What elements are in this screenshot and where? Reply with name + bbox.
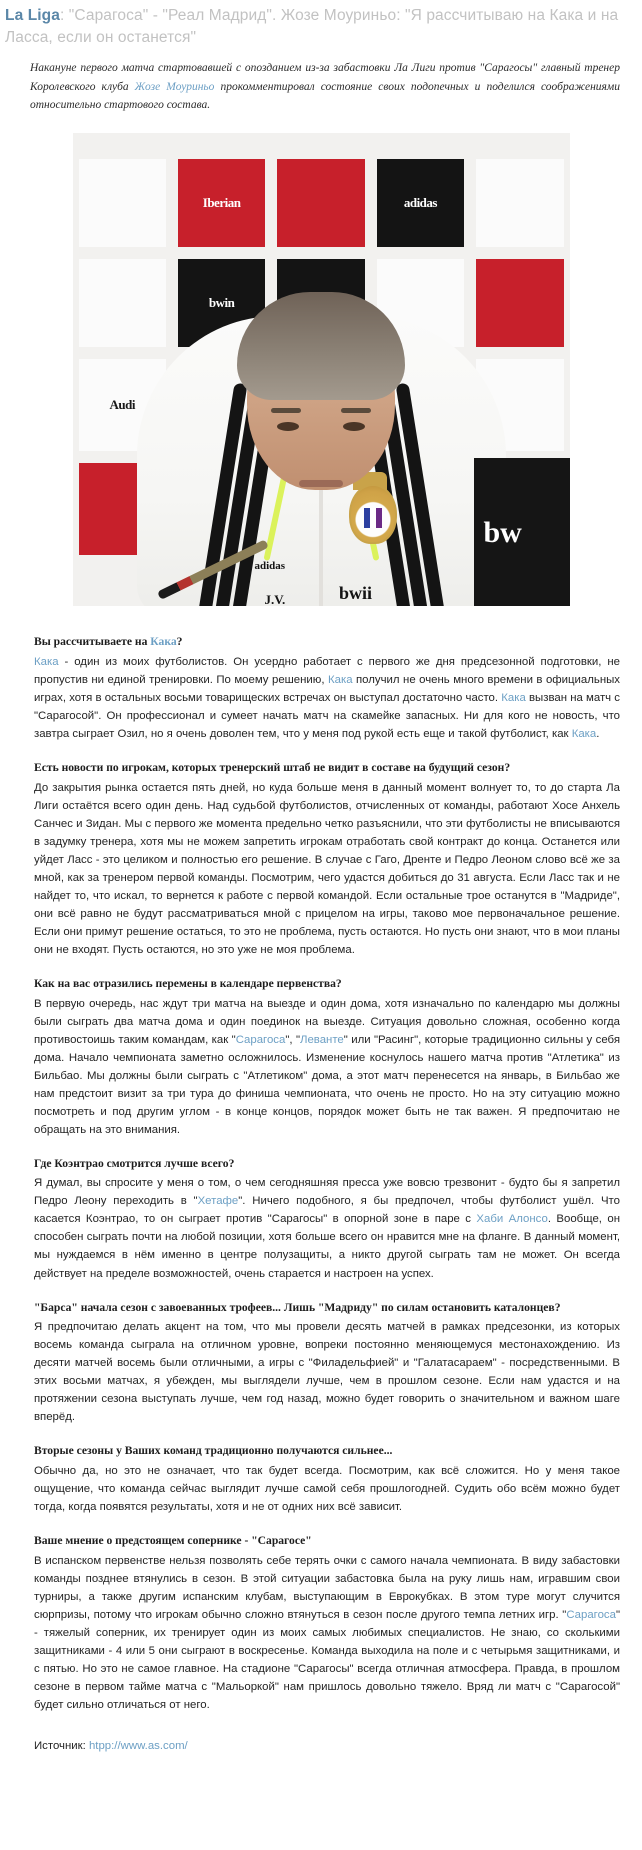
sponsor-logo-label: bwin [208, 294, 235, 310]
qa-question [34, 1156, 620, 1173]
sponsor-panel-right [474, 458, 570, 606]
answer-link[interactable]: Кака [501, 691, 526, 704]
qa-question [34, 634, 620, 651]
answer-text: " - тяжелый соперник, их тренирует один из моих самых любимых специалистов. Не знаю, со сколькими защитниками - 4 или 5 они сыграют в воскресенье. Команда выходила на поле и с четырьмя защитниками, и с пятью. Но это не самое главное. На стадионе "Сарагосы" всегда отличная атмосфера. Правда, в прошлом сезоне в первом тайме матча с "Мальоркой" нам пришлось довольно тяжело. Вряд ли матч с "Сарагосой" будет сильно отличаться от него. [34, 1609, 620, 1712]
qa-question-text-after: ? [176, 634, 183, 648]
qa-block [34, 1533, 620, 1714]
answer-text: В испанском первенстве нельзя позволять себе терять очки с самого начала чемпионата. В виду забастовки команды позднее втянулись в сезон. В этой ситуации забастовка была на руку лишь нам, игравшим свои турниры, а также другим испанским клубам, выступающим в Еврокубках. В этом туре могут случится сюрпризы, потому что игрокам обычно сложно втянуться в сезон после другого темпа летних игр. " [34, 1555, 620, 1622]
qa-block [34, 976, 620, 1139]
qa-question-text: Вы рассчитываете на [34, 634, 151, 648]
answer-text: " или "Расинг", которые традиционно сильны у себя дома. Начало чемпионата заметно осложнилось. Изменение коснулось нашего матча против "Атлетика" из Бильбао. Мы должны были сыграть с "Атлетиком" дома, а этот матч перенесется на январь, в Бильбао же нам предстоит визит за три тура до финиша чемпионата, что очень не просто. Но на эту ситуацию можно посмотреть и под другим углом - в конце концов, порядок может быть не так важен. Я предпочитаю не обращать на это внимания. [34, 1033, 621, 1136]
answer-link[interactable]: Сарагоса [235, 1033, 286, 1046]
qa-question-text: Ваше мнение о предстоящем сопернике - "Сарагосе" [34, 1534, 312, 1548]
answer-link[interactable]: Кака [34, 655, 59, 668]
answer-text: получил не очень много времени в официальных играх, хотя в остальных восьми товарищеских встречах он выступал достаточно часто. [34, 673, 620, 704]
qa-question-text: Есть новости по игрокам, которых тренерский штаб не видит в составе на будущий сезон? [34, 760, 511, 774]
answer-link[interactable]: Сарагоса [566, 1609, 616, 1622]
answer-link[interactable]: Кака [327, 673, 353, 686]
answer-link[interactable]: Кака [571, 727, 597, 740]
jacket-brand-text: adidas [254, 559, 286, 572]
eyebrow [271, 408, 301, 413]
answer-link[interactable]: Хаби Алонсо [476, 1213, 548, 1226]
article-body [34, 634, 620, 1714]
chest-sponsor-text: bwii [339, 582, 373, 603]
league-label: La Liga [5, 7, 60, 24]
qa-question-text: Как на вас отразились перемены в календаре первенства? [34, 976, 342, 990]
article-lead [30, 59, 620, 115]
eye [343, 422, 365, 431]
qa-question [34, 976, 620, 993]
hair [237, 292, 405, 400]
qa-block [34, 1443, 620, 1516]
answer-text: Я думал, вы спросите у меня о том, о чем сегодняшняя пресса уже вовсю трезвонит - будто бы я запретил Педро Леону переходить в " [34, 1177, 620, 1208]
qa-block [34, 634, 620, 743]
qa-question [34, 1300, 620, 1317]
source-label: Источник: [34, 1740, 89, 1753]
answer-text: вызван на матч с "Сарагосой". Он профессионал и сумеет начать матч на скамейке запасных. Ни для кого не новость, что завтра сыграет Озил, но я очень доволен тем, что у меня под рукой есть еще и такой футболист, как [34, 691, 620, 740]
mouth [299, 480, 343, 487]
press-conference-photo [73, 133, 570, 606]
qa-block [34, 760, 620, 959]
qa-question [34, 1533, 620, 1550]
qa-answer [34, 779, 620, 959]
qa-block [34, 1300, 620, 1427]
qa-answer [34, 1462, 620, 1516]
qa-answer [34, 653, 620, 743]
answer-text: - один из моих футболистов. Он усердно работает с первого же дня предсезонной подготовки, не пропустив ни единой тренировки. По моему решению, [34, 655, 620, 686]
page-title [0, 0, 642, 49]
sponsor-logo-label: Audi [109, 396, 135, 412]
real-madrid-crest-icon [349, 484, 397, 544]
source-link[interactable]: htpp://www.as.com/ [88, 1740, 188, 1753]
lead-text-after: прокомментировал состояние своих подопечных и поделился соображениями относительно стартового состава. [30, 80, 620, 112]
sponsor-logo-dark [377, 159, 464, 247]
qa-answer [34, 1318, 620, 1426]
sponsor-logo-label: Iberian [202, 194, 241, 210]
sponsor-logo-white [79, 159, 166, 247]
qa-question [34, 1443, 620, 1460]
qa-question-link[interactable]: Кака [150, 634, 177, 648]
answer-text: . [596, 727, 600, 740]
qa-question-text: Где Коэнтрао смотрится лучше всего? [34, 1156, 235, 1170]
qa-answer [34, 1552, 620, 1714]
lead-link-mourinho[interactable]: Жозе Моуриньо [134, 80, 215, 93]
eyebrow [341, 408, 371, 413]
qa-question [34, 760, 620, 777]
sponsor-logo-red [277, 159, 364, 247]
answer-text: Я предпочитаю делать акцент на том, что мы провели десять матчей в рамках предсезонки, из которых восемь команда сыграла на отличном уровне, вопреки постоянно меняющемуся местонахождению. Из десяти матчей восемь были отличными, а игры с "Филадельфией" и "Галатасараем" - посредственными. В этих восьми матчах, я убежден, мы выглядели лучше, чем в прошлом сезоне. Если нам удастся и на протяжении сезона выступать лучше, чем год назад, можно будет говорить о значительном и важном шаге вперёд. [34, 1321, 620, 1424]
qa-block [34, 1156, 620, 1283]
sponsor-logo-label: adidas [403, 194, 437, 210]
answer-text: В первую очередь, нас ждут три матча на выезде и один дома, хотя изначально по календарю мы должны были сыграть два матча дома и один поединок на выезде. Ситуация довольно сложная, особенно когда противостоишь таким командам, как " [34, 997, 620, 1046]
eye [277, 422, 299, 431]
answer-text: Обычно да, но это не означает, что так будет всегда. Посмотрим, как всё сложится. Но у меня такое ощущение, что команда сейчас выглядит лучше самой себя прошлогодней. Судить обо всём можно будет тогда, когда появятся результаты, хотя и не от одних них всё зависит. [34, 1465, 620, 1514]
photo-subject-mourinho [73, 276, 570, 606]
article-photo-wrap [0, 133, 642, 606]
qa-question-text: Вторые сезоны у Ваших команд традиционно получаются сильнее... [34, 1444, 393, 1458]
answer-link[interactable]: Леванте [299, 1033, 344, 1046]
sponsor-logo-white [476, 159, 563, 247]
answer-text: . Вообще, он способен сыграть почти на любой позиции, хотя больше всего он нравится мне на фланге. В данный момент, мы нуждаемся в нём именно в центре полузащиты, а никто другой сыграть там не может. Он всегда действует на пределе возможностей, очень старается и настроен на успех. [34, 1213, 621, 1280]
answer-text: ", " [285, 1033, 300, 1046]
lead-text-before: Накануне первого матча стартовавшей с опозданием из-за забастовки Ла Лиги против "Сарагосы" главный тренер Королевского клуба [30, 62, 620, 93]
page-title-text: : "Сарагоса" - "Реал Мадрид". Жозе Моуриньо: "Я рассчитываю на Кака и на Ласса, если он останется" [5, 7, 619, 46]
sponsor-panel-text: bw [483, 515, 522, 549]
qa-answer [34, 1174, 620, 1282]
answer-link[interactable]: Хетафе [197, 1195, 239, 1208]
backdrop-row [73, 159, 570, 247]
jacket-initials-text: J.V. [264, 591, 286, 606]
answer-text: ". Ничего подобного, я бы предпочел, чтобы футболист ушёл. Что касается Коэнтрао, то он сыграет против "Сарагосы" в опорной зоне в паре с [34, 1195, 620, 1226]
answer-text: До закрытия рынка остается пять дней, но куда больше меня в данный момент волнует то, то до старта Ла Лиги остаётся всего один день. Над судьбой футболистов, отчисленных от команды, работают Хосе Анхель Санчес и Зидан. Мы с первого же момента предельно четко разъяснили, что эти футболисты не вписываются в задумку тренера, хотя мы не можем запретить игрокам отработать свой контракт до конца. Останется или уйдет Ласс - это целиком и полностью его решение. В случае с Гаго, Дренте и Педро Леоном слово всё же за мной, как за тренером первой команды. Посмотрим, чего удастся добиться до 31 августа. Если Ласс так и не найдет то, что искал, то вернется к работе с первой командой. Если остальные трое останутся в "Мадриде", они всё равно не будут рассматриваться мной с прицелом на игры, таково мое первоначальное решение. Если они примут решение остаться, то это не проблема, пусть остаются. Но пусть они знают, что в мои планы они не входят. Пусть остаются, но это уже не моя проблема. [34, 781, 620, 956]
source-line [34, 1740, 620, 1752]
qa-question-text: "Барса" начала сезон с завоеванных трофеев... Лишь "Мадриду" по силам остановить каталонцев? [34, 1300, 561, 1314]
qa-answer [34, 995, 620, 1139]
qa-list [34, 634, 620, 1714]
sponsor-logo-red [178, 159, 265, 247]
